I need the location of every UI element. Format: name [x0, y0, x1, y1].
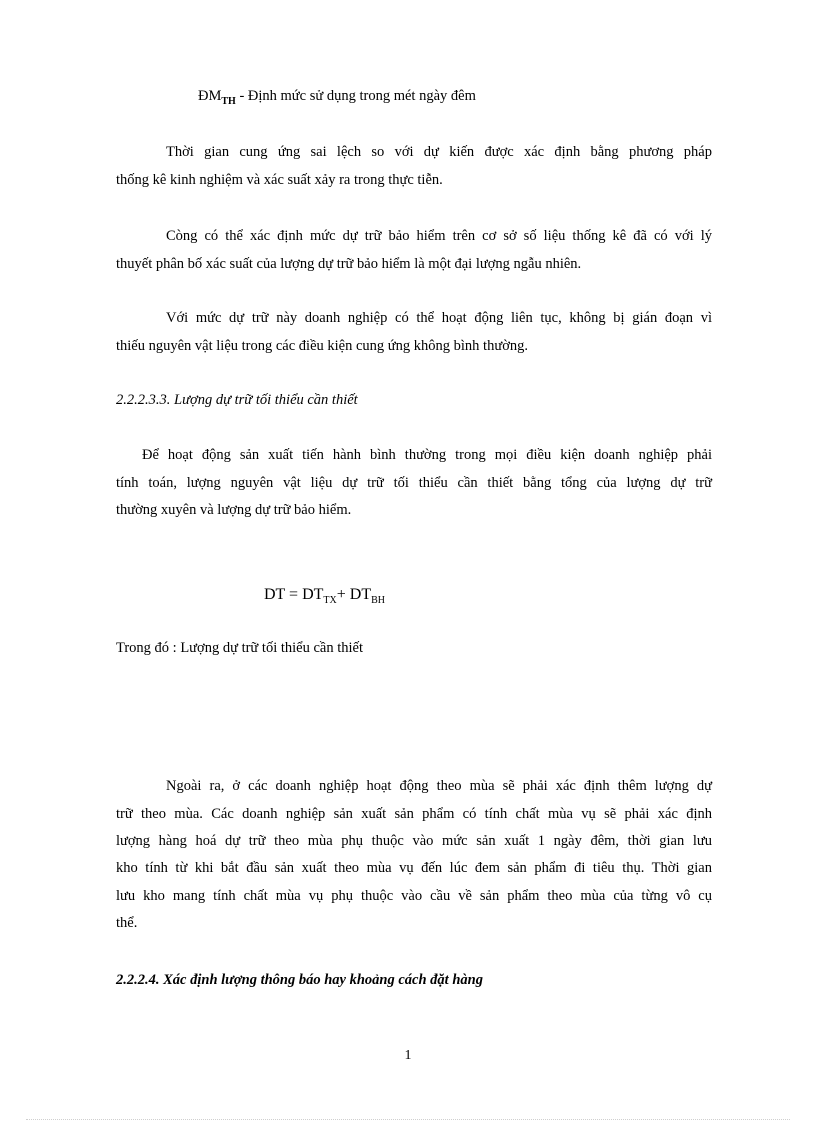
definition-text: - Định mức sử dụng trong mét ngày đêm: [235, 88, 476, 104]
paragraph-1-line-1: Thời gian cung ứng sai lệch so với dự kiến được xác định bằng phương pháp: [166, 144, 712, 160]
paragraph-4-line-3: thường xuyên và lượng dự trữ bảo hiểm.: [116, 502, 352, 518]
formula-plus: + DT: [336, 586, 372, 603]
formula-subscript-tx: TX: [323, 595, 337, 606]
paragraph-4-line-1: Để hoạt động sản xuất tiến hành bình thường trong mọi điều kiện doanh nghiệp phải: [142, 447, 712, 463]
page-bottom-divider: [26, 1119, 790, 1120]
paragraph-2-line-2: thuyết phân bố xác suất của lượng dự trữ bảo hiểm là một đại lượng ngẫu nhiên.: [116, 256, 582, 272]
paragraph-3-line-2: thiếu nguyên vật liệu trong các điều kiện cung ứng không bình thường.: [116, 338, 528, 354]
paragraph-2-line-1: Còng có thể xác định mức dự trữ bảo hiểm trên cơ sở số liệu thống kê đã có với lý: [166, 228, 712, 244]
paragraph-5-line-1: Ngoài ra, ở các doanh nghiệp hoạt động theo mùa sẽ phải xác định thêm lượng dự: [166, 778, 712, 794]
formula-where-text: Trong đó : Lượng dự trữ tối thiểu cần thiết: [116, 640, 363, 656]
paragraph-4-line-2: tính toán, lượng nguyên vật liệu dự trữ tối thiểu cần thiết bằng tổng của lượng dự trữ: [116, 475, 712, 491]
section-heading-2-2-2-4: 2.2.2.4. Xác định lượng thông báo hay khoảng cách đặt hàng: [116, 972, 483, 988]
paragraph-3-line-1: Với mức dự trữ này doanh nghiệp có thể hoạt động liên tục, không bị gián đoạn vì: [166, 310, 712, 326]
definition-symbol: ĐM: [198, 88, 222, 104]
definition-line: [198, 88, 476, 107]
paragraph-5-line-6: thể.: [116, 915, 138, 931]
section-heading-2-2-2-3-3: 2.2.2.3.3. Lượng dự trữ tối thiểu cần thiết: [116, 392, 358, 408]
paragraph-5-line-5: lưu kho mang tính chất mùa vụ phụ thuộc vào cầu về sản phẩm theo mùa của từng vô cụ: [116, 888, 712, 904]
paragraph-5-line-3: lượng hàng hoá dự trữ theo mùa phụ thuộc vào mức sản xuất 1 ngày đêm, thời gian lưu: [116, 833, 712, 849]
formula-lhs: DT = DT: [264, 586, 324, 603]
page-number: 1: [404, 1048, 412, 1063]
paragraph-5-line-2: trữ theo mùa. Các doanh nghiệp sản xuất sản phẩm có tính chất mùa vụ sẽ phải xác định: [116, 806, 712, 822]
paragraph-5-line-4: kho tính từ khi bắt đầu sản xuất theo mùa vụ đến lúc đem sản phẩm đi tiêu thụ. Thời gian: [116, 860, 712, 876]
paragraph-1-line-2: thống kê kinh nghiệm và xác suất xảy ra trong thực tiễn.: [116, 172, 443, 188]
formula: [264, 586, 385, 606]
definition-subscript: TH: [221, 96, 236, 107]
formula-subscript-bh: BH: [371, 595, 385, 606]
